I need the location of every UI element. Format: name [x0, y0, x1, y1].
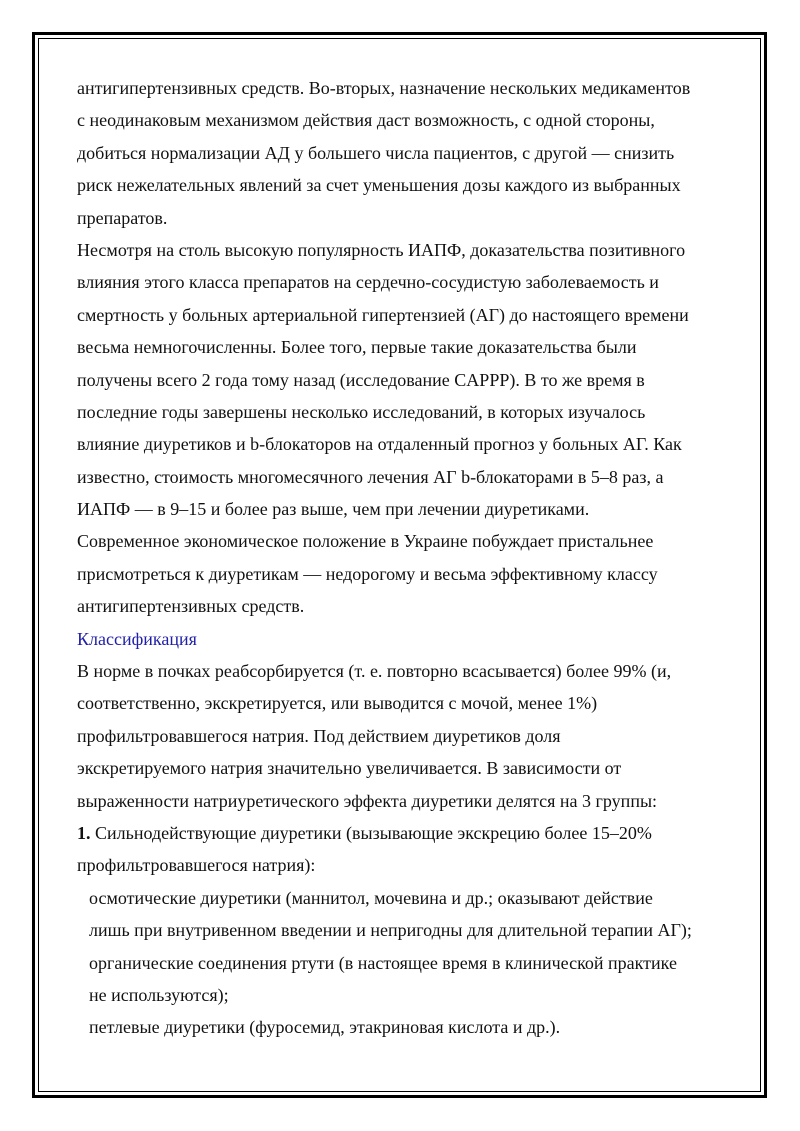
text-line: Несмотря на столь высокую популярность ИАПФ, доказательства позитивного: [77, 239, 686, 260]
list-item: осмотические диуретики (маннитол, мочевина и др.; оказывают действие: [89, 887, 653, 908]
section-heading: Классификация: [77, 628, 197, 649]
text-line: выраженности натриуретического эффекта диуретики делятся на 3 группы:: [77, 790, 658, 811]
text-line: Современное экономическое положение в Украине побуждает пристальнее: [77, 531, 654, 552]
group-1-title: [77, 817, 737, 849]
text-line: весьма немногочисленны. Более того, первые такие доказательства были: [77, 337, 637, 358]
text-line: влияние диуретиков и b-блокаторов на отдаленный прогноз у больных АГ. Как: [77, 434, 682, 455]
list-item: петлевые диуретики (фуросемид, этакриновая кислота и др.).: [89, 1017, 561, 1038]
group-1-text: Сильнодействующие диуретики (вызывающие экскрецию более 15–20%: [90, 822, 652, 843]
text-line: антигипертензивных средств. Во-вторых, назначение нескольких медикаментов: [77, 78, 691, 98]
text-line: профильтровавшегося натрия. Под действием диуретиков доля: [77, 725, 561, 746]
text-line: последние годы завершены несколько исследований, в которых изучалось: [77, 401, 646, 422]
text-line: добиться нормализации АД у большего числа пациентов, с другой — снизить: [77, 142, 675, 163]
text-line: профильтровавшегося натрия):: [77, 855, 316, 876]
text-line: присмотреться к диуретикам — недорогому и весьма эффективному классу: [77, 563, 658, 584]
group-number: 1.: [77, 822, 91, 843]
paragraph-2: [77, 234, 737, 623]
text-line: получены всего 2 года тому назад (исследование CAPPP). В то же время в: [77, 369, 645, 390]
list-item: лишь при внутривенном введении и непригодны для длительной терапии АГ);: [89, 920, 692, 941]
diuretics-list: [77, 882, 737, 1044]
text-line: ИАПФ — в 9–15 и более раз выше, чем при лечении диуретиками.: [77, 499, 590, 520]
text-line: препаратов.: [77, 207, 168, 228]
text-line: известно, стоимость многомесячного лечения АГ b-блокаторами в 5–8 раз, а: [77, 466, 664, 487]
text-line: экскретируемого натрия значительно увеличивается. В зависимости от: [77, 758, 622, 779]
text-line: В норме в почках реабсорбируется (т. е. повторно всасывается) более 99% (и,: [77, 661, 672, 682]
list-item: органические соединения ртути (в настоящее время в клинической практике: [89, 952, 677, 973]
group-1: [77, 817, 737, 882]
list-item: не используются);: [89, 984, 229, 1005]
text-line: антигипертензивных средств.: [77, 596, 305, 617]
document-body: [77, 72, 737, 1044]
text-line: смертность у больных артериальной гипертензией (АГ) до настоящего времени: [77, 304, 689, 325]
text-line: с неодинаковым механизмом действия даст возможность, с одной стороны,: [77, 110, 655, 131]
paragraph-3: [77, 655, 737, 817]
paragraph-1: [77, 72, 737, 234]
text-line: риск нежелательных явлений за счет уменьшения дозы каждого из выбранных: [77, 175, 681, 196]
text-line: влияния этого класса препаратов на сердечно-сосудистую заболеваемость и: [77, 272, 659, 293]
text-line: соответственно, экскретируется, или выводится с мочой, менее 1%): [77, 693, 598, 714]
